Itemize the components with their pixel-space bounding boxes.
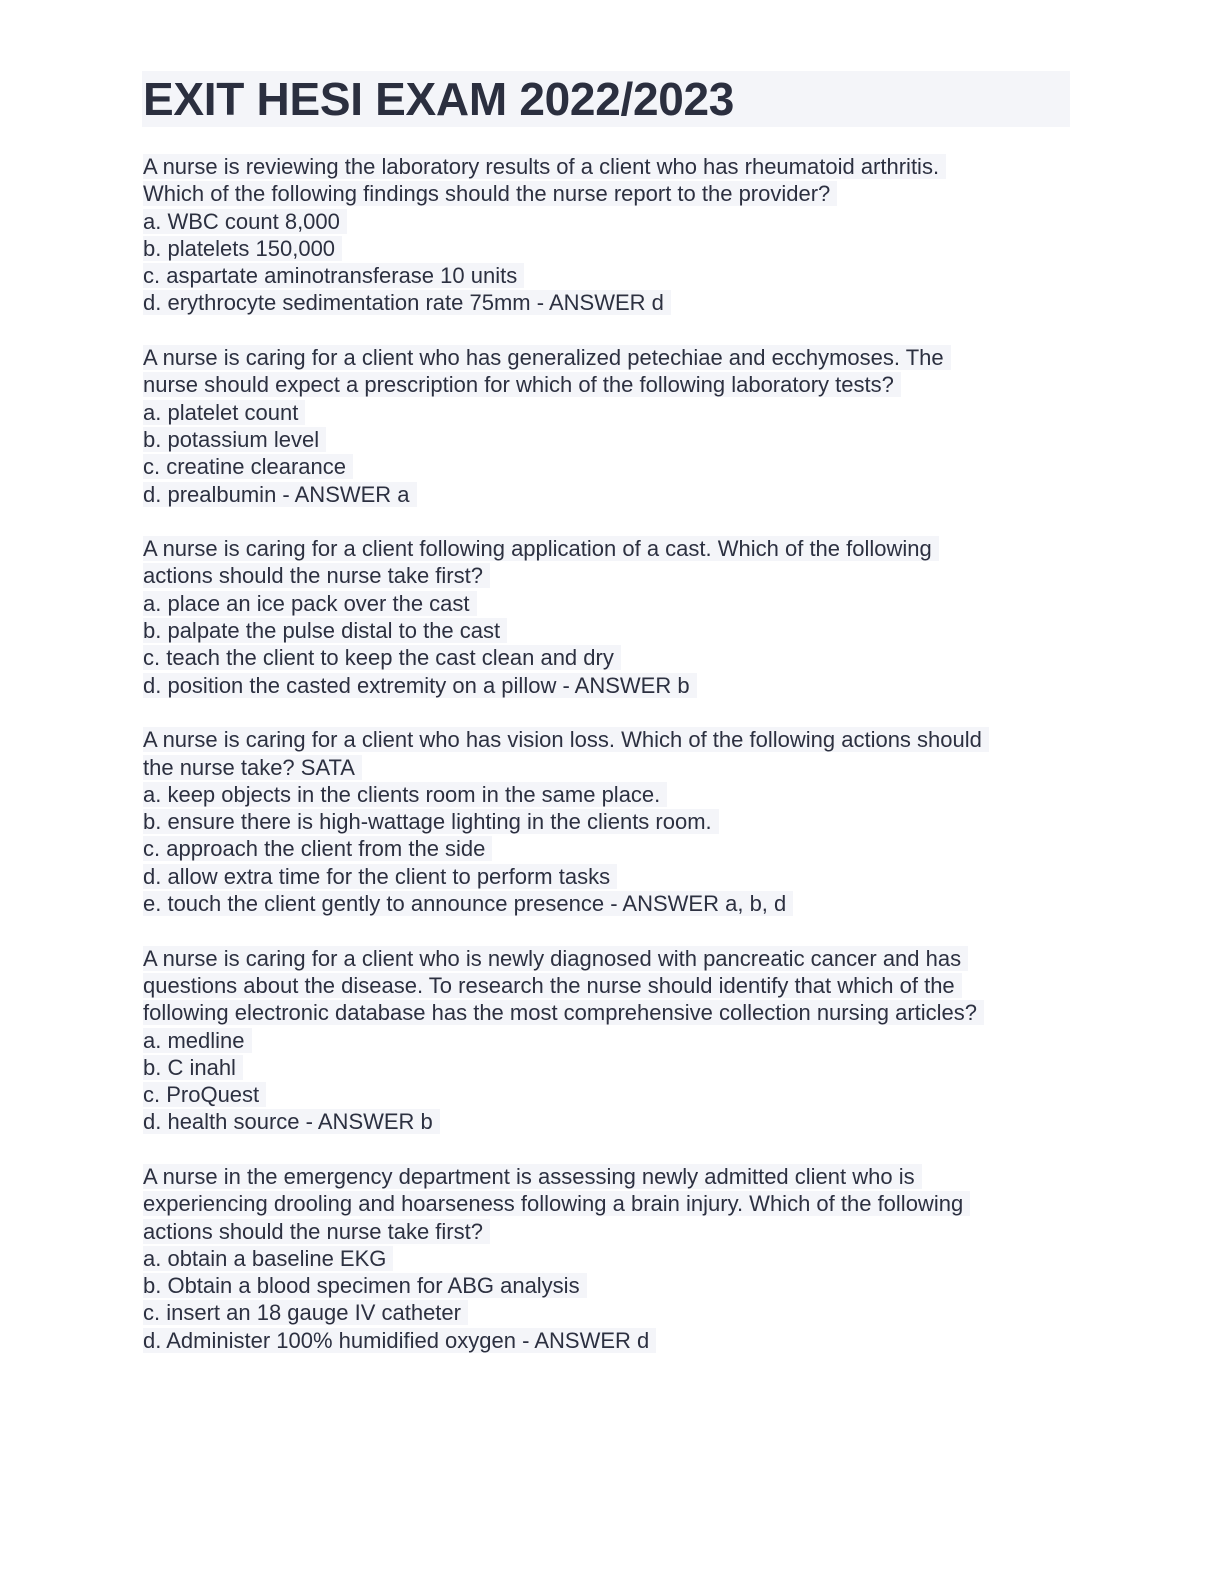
question-stem-line: Which of the following findings should the nurse report to the provider? xyxy=(143,180,1073,207)
question-list xyxy=(143,153,1073,1381)
answer-option: a. keep objects in the clients room in the same place. xyxy=(143,781,1073,808)
question-stem-line: A nurse is caring for a client who has vision loss. Which of the following actions should xyxy=(143,726,1073,753)
question-stem-line: the nurse take? SATA xyxy=(143,754,1073,781)
answer-option: b. platelets 150,000 xyxy=(143,235,1073,262)
answer-option: c. creatine clearance xyxy=(143,453,1073,480)
answer-option: d. allow extra time for the client to perform tasks xyxy=(143,863,1073,890)
question-stem-line: A nurse is caring for a client who is newly diagnosed with pancreatic cancer and has xyxy=(143,945,1073,972)
answer-option: c. approach the client from the side xyxy=(143,835,1073,862)
answer-option: a. platelet count xyxy=(143,399,1073,426)
question-stem-line: actions should the nurse take first? xyxy=(143,1218,1073,1245)
question-stem-line: following electronic database has the most comprehensive collection nursing articles? xyxy=(143,999,1073,1026)
question-stem-line: A nurse is caring for a client who has generalized petechiae and ecchymoses. The xyxy=(143,344,1073,371)
answer-option: b. C inahl xyxy=(143,1054,1073,1081)
answer-option: d. position the casted extremity on a pillow - ANSWER b xyxy=(143,672,1073,699)
answer-option: d. Administer 100% humidified oxygen - ANSWER d xyxy=(143,1327,1073,1354)
question-block xyxy=(143,153,1073,317)
answer-option: e. touch the client gently to announce presence - ANSWER a, b, d xyxy=(143,890,1073,917)
answer-option: c. ProQuest xyxy=(143,1081,1073,1108)
page-title: EXIT HESI EXAM 2022/2023 xyxy=(143,73,735,125)
answer-option: a. obtain a baseline EKG xyxy=(143,1245,1073,1272)
answer-option: b. Obtain a blood specimen for ABG analysis xyxy=(143,1272,1073,1299)
answer-option: c. insert an 18 gauge IV catheter xyxy=(143,1299,1073,1326)
answer-option: a. WBC count 8,000 xyxy=(143,208,1073,235)
answer-option: b. ensure there is high-wattage lighting in the clients room. xyxy=(143,808,1073,835)
answer-option: d. erythrocyte sedimentation rate 75mm - ANSWER d xyxy=(143,289,1073,316)
answer-option: d. health source - ANSWER b xyxy=(143,1108,1073,1135)
question-block xyxy=(143,535,1073,699)
question-stem-line: A nurse is reviewing the laboratory results of a client who has rheumatoid arthritis. xyxy=(143,153,1073,180)
question-block xyxy=(143,726,1073,917)
question-stem-line: A nurse in the emergency department is assessing newly admitted client who is xyxy=(143,1163,1073,1190)
question-block xyxy=(143,344,1073,508)
answer-option: b. potassium level xyxy=(143,426,1073,453)
answer-option: c. aspartate aminotransferase 10 units xyxy=(143,262,1073,289)
question-stem-line: experiencing drooling and hoarseness following a brain injury. Which of the following xyxy=(143,1190,1073,1217)
question-block xyxy=(143,945,1073,1136)
answer-option: c. teach the client to keep the cast clean and dry xyxy=(143,644,1073,671)
question-stem-line: actions should the nurse take first? xyxy=(143,562,1073,589)
question-stem-line: questions about the disease. To research the nurse should identify that which of the xyxy=(143,972,1073,999)
answer-option: b. palpate the pulse distal to the cast xyxy=(143,617,1073,644)
question-stem-line: nurse should expect a prescription for which of the following laboratory tests? xyxy=(143,371,1073,398)
question-stem-line: A nurse is caring for a client following application of a cast. Which of the following xyxy=(143,535,1073,562)
answer-option: a. medline xyxy=(143,1027,1073,1054)
answer-option: a. place an ice pack over the cast xyxy=(143,590,1073,617)
answer-option: d. prealbumin - ANSWER a xyxy=(143,481,1073,508)
question-block xyxy=(143,1163,1073,1354)
